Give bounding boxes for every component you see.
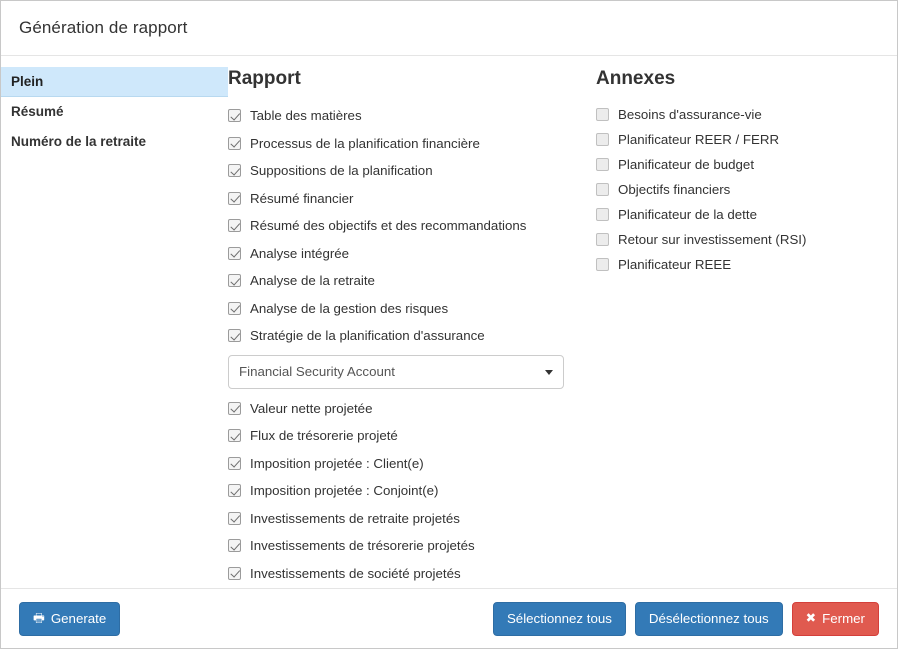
report-type-nav xyxy=(1,56,228,589)
checkbox-label: Résumé financier xyxy=(250,190,354,206)
checkbox-label: Planificateur de la dette xyxy=(618,206,757,222)
checkbox-label: Planificateur de budget xyxy=(618,156,755,172)
dialog-body xyxy=(1,56,897,589)
checkbox-label: Investissements de trésorerie projetés xyxy=(250,538,475,554)
checkbox-row-investissements-tresorerie[interactable] xyxy=(228,532,595,560)
checkbox-label: Investissements de société projetés xyxy=(250,565,461,581)
checkbox-row-processus-planification[interactable] xyxy=(228,130,595,158)
x-icon: ✖ xyxy=(805,611,817,626)
checkbox-row-investissements-retraite[interactable] xyxy=(228,505,595,533)
checkbox-row-table-des-matieres[interactable] xyxy=(228,102,595,130)
checkbox-icon[interactable] xyxy=(228,247,241,260)
checkbox-label: Analyse de la retraite xyxy=(250,273,375,289)
checkbox-row-planificateur-reer-ferr[interactable] xyxy=(596,127,897,152)
sidebar-item-numero-retraite[interactable] xyxy=(1,127,228,157)
checkbox-label: Besoins d'assurance-vie xyxy=(618,106,762,122)
checkbox-icon[interactable] xyxy=(596,108,609,121)
checkbox-label: Planificateur REEE xyxy=(618,256,732,272)
checkbox-icon[interactable] xyxy=(228,329,241,342)
report-column-title: Rapport xyxy=(228,68,301,89)
sidebar-item-label: Numéro de la retraite xyxy=(11,134,147,149)
checkbox-row-investissements-societe[interactable] xyxy=(228,560,595,588)
checkbox-label: Flux de trésorerie projeté xyxy=(250,428,398,444)
sidebar-item-label: Plein xyxy=(11,74,44,89)
select-all-button[interactable] xyxy=(493,602,626,636)
checkbox-icon[interactable] xyxy=(596,208,609,221)
generate-button-label: Generate xyxy=(50,611,107,626)
checkbox-icon[interactable] xyxy=(228,219,241,232)
checkbox-row-planificateur-budget[interactable] xyxy=(596,152,897,177)
checkbox-row-imposition-client[interactable] xyxy=(228,450,595,478)
checkbox-row-objectifs-financiers[interactable] xyxy=(596,177,897,202)
checkbox-icon[interactable] xyxy=(228,429,241,442)
checkbox-icon[interactable] xyxy=(228,274,241,287)
generate-button[interactable] xyxy=(19,602,120,636)
deselect-all-label: Désélectionnez tous xyxy=(648,611,769,626)
checkbox-icon[interactable] xyxy=(228,192,241,205)
select-all-label: Sélectionnez tous xyxy=(506,611,612,626)
checkbox-icon[interactable] xyxy=(228,137,241,150)
close-button-label: Fermer xyxy=(822,611,865,626)
checkbox-icon[interactable] xyxy=(228,457,241,470)
checkbox-row-suppositions[interactable] xyxy=(228,157,595,185)
checkbox-label: Résumé des objectifs et des recommandations xyxy=(250,218,527,234)
checkbox-row-flux-tresorerie[interactable] xyxy=(228,422,595,450)
checkbox-label: Retour sur investissement (RSI) xyxy=(618,231,807,247)
checkbox-label: Analyse de la gestion des risques xyxy=(250,300,449,316)
chevron-down-icon xyxy=(545,370,553,375)
checkbox-icon[interactable] xyxy=(228,567,241,580)
checkbox-icon[interactable] xyxy=(228,109,241,122)
checkbox-row-planificateur-dette[interactable] xyxy=(596,202,897,227)
checkbox-icon[interactable] xyxy=(228,512,241,525)
checkbox-label: Suppositions de la planification xyxy=(250,163,433,179)
sidebar-item-plein[interactable] xyxy=(1,67,228,97)
checkbox-icon[interactable] xyxy=(228,402,241,415)
checkbox-icon[interactable] xyxy=(596,133,609,146)
checkbox-row-analyse-retraite[interactable] xyxy=(228,267,595,295)
dialog-footer xyxy=(1,588,897,648)
checkbox-row-analyse-integree[interactable] xyxy=(228,240,595,268)
report-column xyxy=(228,56,595,589)
dialog-header xyxy=(1,1,897,56)
checkbox-label: Imposition projetée : Client(e) xyxy=(250,455,424,471)
checkbox-row-resume-financier[interactable] xyxy=(228,185,595,213)
checkbox-label: Stratégie de la planification d'assurance xyxy=(250,328,485,344)
checkbox-row-imposition-conjoint[interactable] xyxy=(228,477,595,505)
annex-column-title: Annexes xyxy=(596,68,676,89)
checkbox-icon[interactable] xyxy=(228,164,241,177)
checkbox-row-besoins-assurance-vie[interactable] xyxy=(596,102,897,127)
checkbox-label: Planificateur REER / FERR xyxy=(618,131,780,147)
checkbox-icon[interactable] xyxy=(596,233,609,246)
checkbox-icon[interactable] xyxy=(228,484,241,497)
checkbox-row-planificateur-reee[interactable] xyxy=(596,252,897,277)
checkbox-icon[interactable] xyxy=(596,158,609,171)
sidebar-item-resume[interactable] xyxy=(1,97,228,127)
annex-column xyxy=(595,56,897,589)
checkbox-row-resume-objectifs[interactable] xyxy=(228,212,595,240)
checkbox-row-valeur-nette[interactable] xyxy=(228,395,595,423)
checkbox-icon[interactable] xyxy=(596,183,609,196)
checkbox-row-retour-investissement[interactable] xyxy=(596,227,897,252)
checkbox-row-strategie-assurance[interactable] xyxy=(228,322,595,350)
page-title: Génération de rapport xyxy=(19,18,188,37)
checkbox-row-analyse-gestion-risques[interactable] xyxy=(228,295,595,323)
checkbox-label: Imposition projetée : Conjoint(e) xyxy=(250,483,439,499)
insurance-strategy-select[interactable] xyxy=(228,355,564,389)
printer-icon: 🖶 xyxy=(33,611,45,626)
checkbox-label: Investissements de retraite projetés xyxy=(250,510,460,526)
select-value: Financial Security Account xyxy=(239,364,395,379)
checkbox-label: Objectifs financiers xyxy=(618,181,731,197)
close-button[interactable] xyxy=(792,602,879,636)
checkbox-label: Analyse intégrée xyxy=(250,245,350,261)
checkbox-icon[interactable] xyxy=(228,302,241,315)
checkbox-label: Table des matières xyxy=(250,108,362,124)
checkbox-label: Valeur nette projetée xyxy=(250,400,373,416)
checkbox-label: Processus de la planification financière xyxy=(250,135,480,151)
checkbox-icon[interactable] xyxy=(228,539,241,552)
deselect-all-button[interactable] xyxy=(635,602,783,636)
checkbox-icon[interactable] xyxy=(596,258,609,271)
sidebar-item-label: Résumé xyxy=(11,104,64,119)
